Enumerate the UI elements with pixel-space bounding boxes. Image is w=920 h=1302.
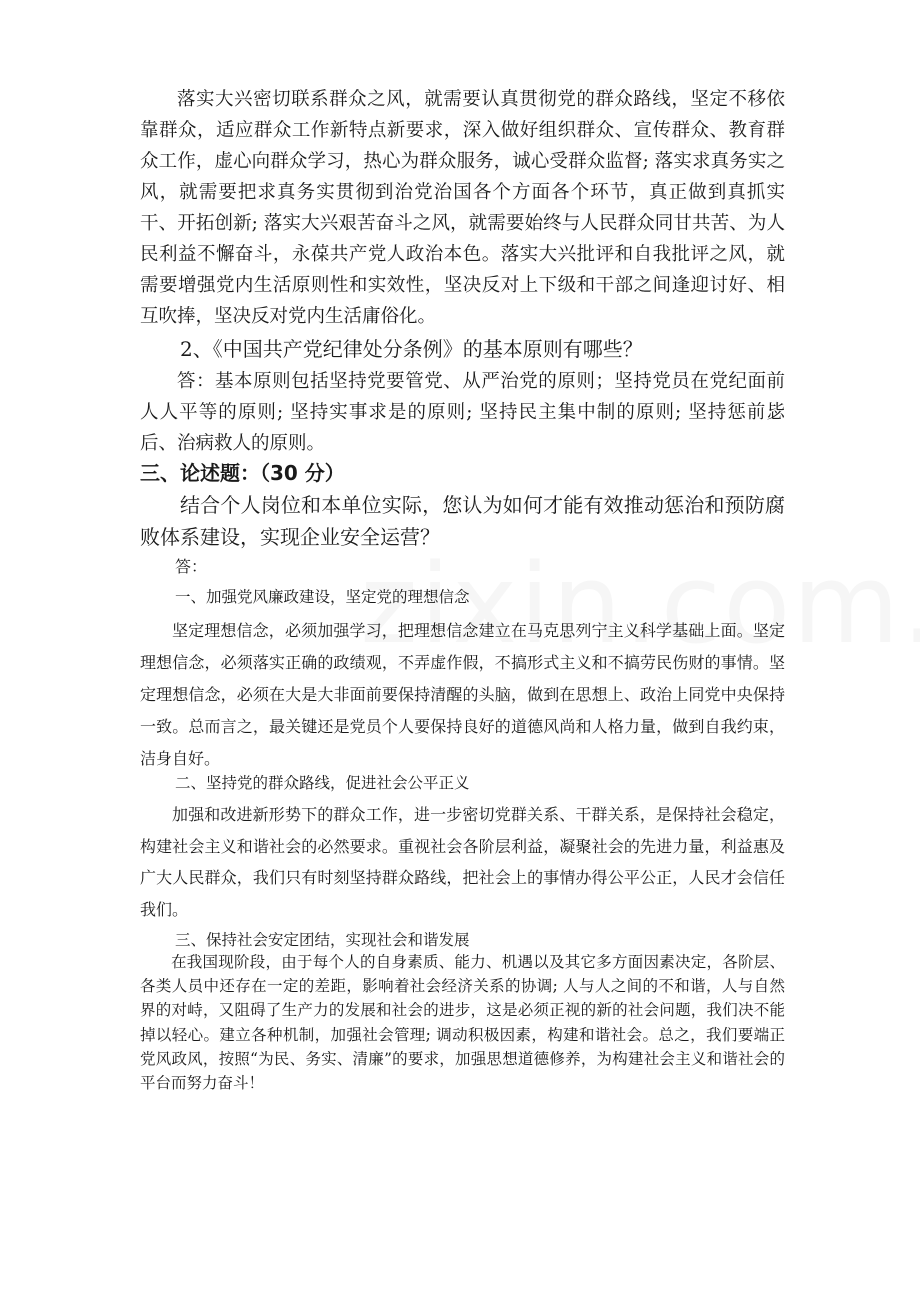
essay-section-1: 坚定理想信念，必须加强学习，把理想信念建立在马克思列宁主义科学基础上面。坚定理想信念，必须落实正确的政绩观，不弄虚作假，不搞形式主义和不搞劳民伤财的事情。坚定理想信念，必须在大是大非面前要保持清醒的头脑，做到在思想上、政治上同党中央保持一致。总而言之，最关键还是党员个人要保持良好的道德风尚和人格力量，做到自我约束，洁身自好。 bbox=[140, 621, 785, 768]
paragraph-style-of-work: 落实大兴密切联系群众之风，就需要认真贯彻党的群众路线，坚定不移依靠群众，适应群众工作新特点新要求，深入做好组织群众、宣传群众、教育群众工作，虚心向群众学习，热心为群众服务，诚心受群众监督; 落实求真务实之风，就需要把求真务实贯彻到治党治国各个方面各个环节，真正做到真抓实干、开拓创新; 落实大兴艰苦奋斗之风，就需要始终与人民群众同甘共苦、为人民利益不懈奋斗，永葆共产党人政治本色。落实大兴批评和自我批评之风，就需要增强党内生活原则性和实效性，坚决反对上下级和干部之间逢迎讨好、相互吹捧，坚决反对党内生活庸俗化。 bbox=[140, 89, 785, 327]
section-3-title: 三、论述题：（30 分） bbox=[140, 461, 345, 485]
essay-heading-2: 二、坚持党的群众路线，促进社会公平正义 bbox=[175, 774, 470, 792]
answer-label: 答： bbox=[175, 557, 208, 576]
essay-section-3: 在我国现阶段，由于每个人的自身素质、能力、机遇以及其它多方面因素决定，各阶层、各类人员中还存在一定的差距，影响着社会经济关系的协调; 人与人之间的不和谐，人与自然界的对峙，又阻碍了生产力的发展和社会的进步，这是必须正视的新的社会问题，我们决不能掉以轻心。建立各种机制，加强社会管理; 调动积极因素，构建和谐社会。总之，我们要端正党风政风，按照“为民、务实、清廉”的要求，加强思想道德修养，为构建社会主义和谐社会的平台而努力奋斗！ bbox=[140, 953, 785, 1093]
essay-heading-3: 三、保持社会安定团结，实现社会和谐发展 bbox=[175, 931, 470, 949]
essay-heading-1: 一、加强党风廉政建设，坚定党的理想信念 bbox=[175, 588, 470, 606]
question-2: 2、《中国共产党纪律处分条例》的基本原则有哪些？ bbox=[180, 337, 643, 361]
answer-2: 答：基本原则包括坚持党要管党、从严治党的原则；坚持党员在党纪面前人人平等的原则; 坚持实事求是的原则; 坚持民主集中制的原则; 坚持惩前毖后、治病救人的原则。 bbox=[140, 371, 785, 454]
essay-question: 结合个人岗位和本单位实际，您认为如何才能有效推动惩治和预防腐败体系建设，实现企业安全运营？ bbox=[140, 493, 785, 549]
essay-section-2: 加强和改进新形势下的群众工作，进一步密切党群关系、干群关系，是保持社会稳定，构建社会主义和谐社会的必然要求。重视社会各阶层利益，凝聚社会的先进力量，利益惠及广大人民群众，我们只有时刻坚持群众路线，把社会上的事情办得公平公正，人民才会信任我们。 bbox=[140, 805, 785, 919]
